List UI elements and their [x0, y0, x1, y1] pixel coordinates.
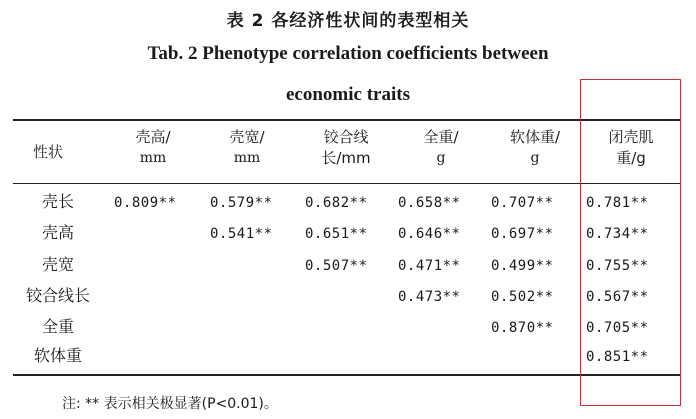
- cell-r1-c3: 0.646**: [398, 226, 461, 242]
- cell-r2-c4: 0.499**: [491, 258, 554, 274]
- header-total-weight: [395, 127, 487, 169]
- header-shell-width-l2: mm: [233, 150, 261, 166]
- header-shell-width-l1: 壳宽/: [229, 128, 265, 146]
- header-soft-body-weight-l2: g: [530, 150, 540, 166]
- row-label-shell-width: 壳宽: [41, 255, 74, 274]
- header-shell-height: [108, 127, 198, 169]
- header-shell-width: [202, 127, 292, 169]
- cell-r0-c2: 0.682**: [305, 195, 368, 211]
- cell-r0-c5: 0.781**: [586, 195, 649, 211]
- cell-r4-c4: 0.870**: [491, 320, 554, 336]
- header-total-weight-l1: 全重/: [423, 128, 459, 146]
- header-shell-height-l2: mm: [139, 150, 167, 166]
- header-shell-height-l1: 壳高/: [135, 128, 171, 146]
- table-footnote: 注: ** 表示相关极显著(P<0.01)。: [62, 396, 278, 412]
- header-hinge-length: [298, 127, 394, 169]
- cell-r0-c1: 0.579**: [210, 195, 273, 211]
- cell-r2-c2: 0.507**: [305, 258, 368, 274]
- row-label-shell-length: 壳长: [41, 192, 74, 211]
- cell-r0-c3: 0.658**: [398, 195, 461, 211]
- cell-r2-c5: 0.755**: [586, 258, 649, 274]
- table-title-cn: 表 2 各经济性状间的表型相关: [226, 11, 470, 31]
- header-total-weight-l2: g: [436, 150, 446, 166]
- header-trait-label: 性状: [32, 143, 63, 161]
- cell-r1-c4: 0.697**: [491, 226, 554, 242]
- cell-r0-c4: 0.707**: [491, 195, 554, 211]
- cell-r3-c5: 0.567**: [586, 289, 649, 305]
- header-hinge-length-l2: 长/mm: [321, 149, 371, 167]
- cell-r5-c5: 0.851**: [586, 349, 649, 365]
- table-title-en-line2: economic traits: [286, 84, 410, 105]
- table-title-en-line1: Tab. 2 Phenotype correlation coefficients between: [147, 43, 549, 64]
- header-adductor-weight-l1: 闭壳肌: [608, 128, 654, 146]
- row-label-soft-body-weight: 软体重: [33, 346, 82, 365]
- cell-r3-c3: 0.473**: [398, 289, 461, 305]
- row-label-hinge-length: 铰合线长: [25, 286, 90, 305]
- header-soft-body-weight-l1: 软体重/: [509, 128, 561, 146]
- cell-r1-c5: 0.734**: [586, 226, 649, 242]
- cell-r4-c5: 0.705**: [586, 320, 649, 336]
- highlight-box: [580, 79, 681, 406]
- row-label-total-weight: 全重: [41, 317, 74, 336]
- cell-r3-c4: 0.502**: [491, 289, 554, 305]
- cell-r1-c2: 0.651**: [305, 226, 368, 242]
- header-soft-body-weight: [487, 127, 583, 169]
- cell-r2-c3: 0.471**: [398, 258, 461, 274]
- header-adductor-weight-l2: 重/g: [616, 149, 646, 167]
- row-label-shell-height: 壳高: [41, 223, 74, 242]
- cell-r0-c0: 0.809**: [114, 195, 177, 211]
- header-hinge-length-l1: 铰合线: [323, 128, 369, 146]
- cell-r1-c1: 0.541**: [210, 226, 273, 242]
